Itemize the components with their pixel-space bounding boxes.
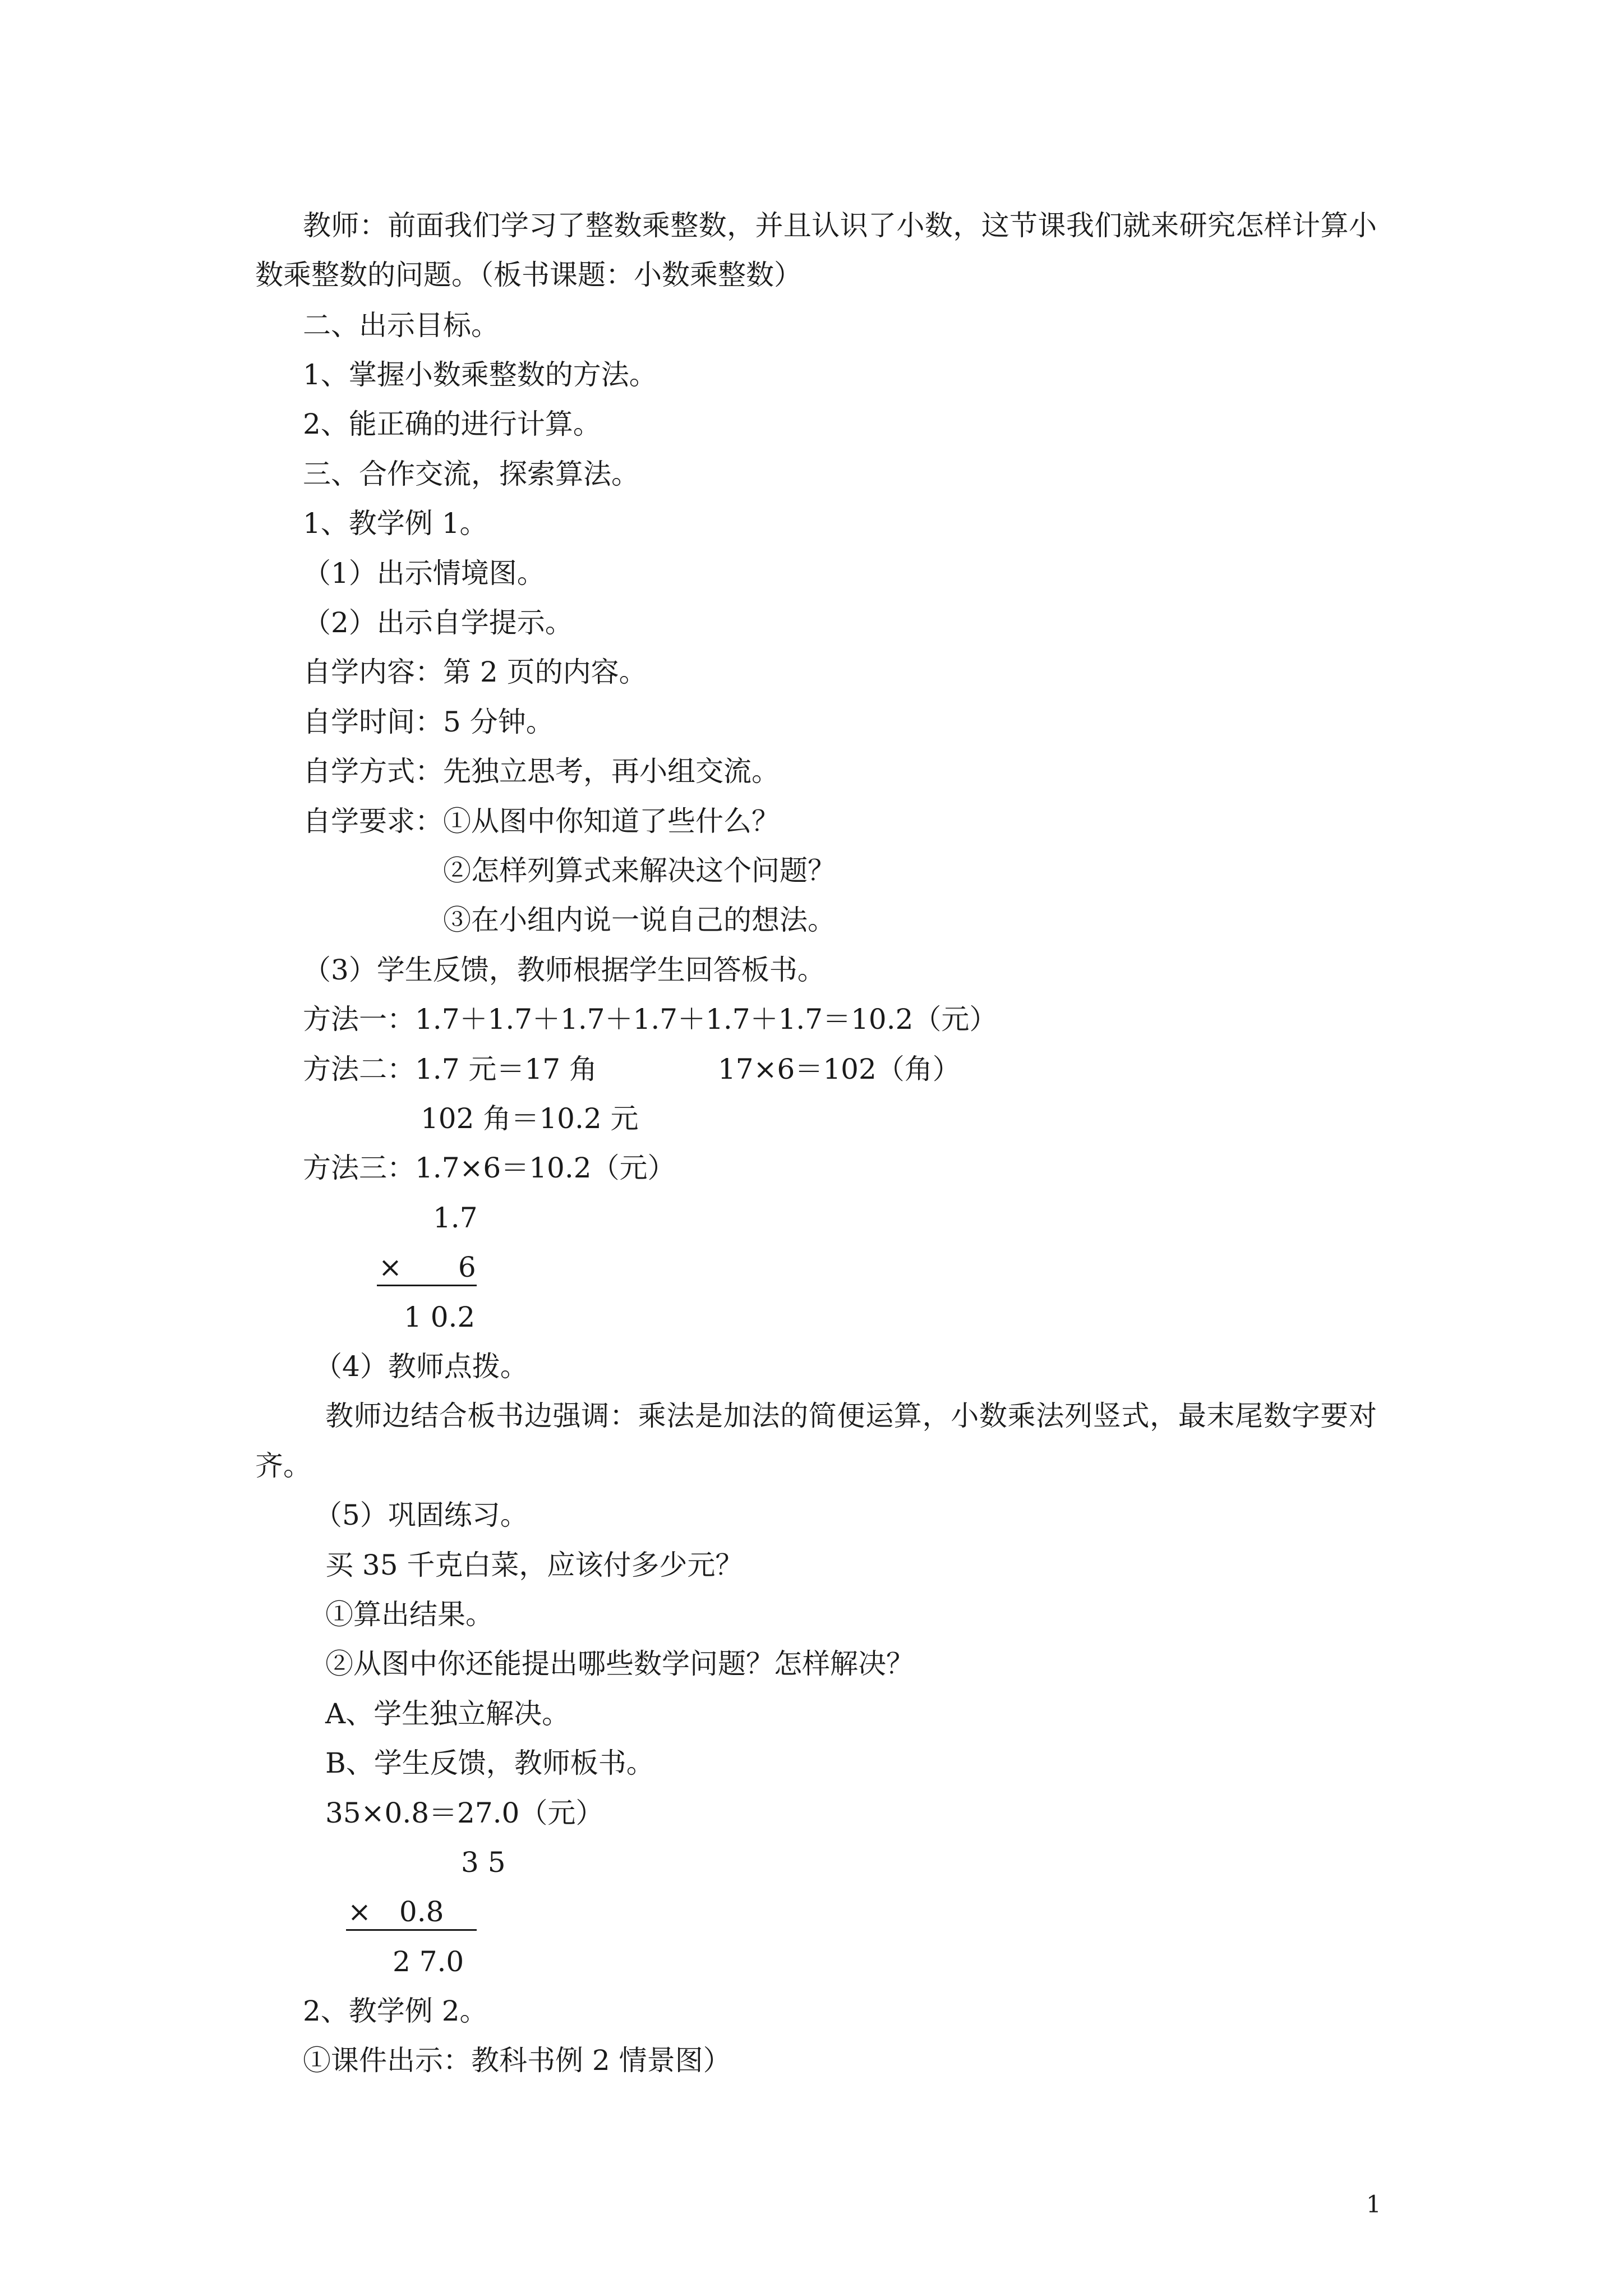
- emphasis-line-2: 齐。: [255, 1450, 311, 1482]
- section-heading-2: 二、出示目标。: [303, 309, 499, 342]
- intro-line-1: 教师：前面我们学习了整数乘整数，并且认识了小数，这节课我们就来研究怎样计算小: [303, 209, 1377, 242]
- vertical-calc-2-result: 2 7.0: [393, 1945, 464, 1978]
- self-study-content: 自学内容：第 2 页的内容。: [303, 656, 647, 688]
- practice-task-1: ①算出结果。: [325, 1598, 494, 1631]
- step-3: （3）学生反馈，教师根据学生回答板书。: [303, 954, 826, 986]
- practice-step-a: A、学生独立解决。: [325, 1697, 570, 1730]
- section-heading-3: 三、合作交流，探索算法。: [303, 458, 639, 490]
- example-1-heading: 1、教学例 1。: [303, 507, 488, 540]
- method-3: 方法三：1.7×6＝10.2（元）: [303, 1152, 676, 1184]
- vertical-calc-1-multiplier: × 6: [379, 1251, 476, 1283]
- method-2-part-c: 102 角＝10.2 元: [421, 1102, 639, 1135]
- step-1: （1）出示情境图。: [303, 557, 545, 590]
- method-1: 方法一：1.7＋1.7＋1.7＋1.7＋1.7＋1.7＝10.2（元）: [303, 1003, 998, 1036]
- vertical-calc-1-rule: [377, 1285, 477, 1286]
- vertical-calc-1-result: 1 0.2: [404, 1301, 476, 1333]
- practice-task-2: ②从图中你还能提出哪些数学问题？怎样解决？: [325, 1648, 914, 1680]
- self-study-way: 自学方式：先独立思考，再小组交流。: [303, 755, 780, 788]
- self-study-requirement-3: ③在小组内说一说自己的想法。: [443, 904, 836, 936]
- vertical-calc-1-top: 1.7: [433, 1202, 478, 1234]
- self-study-requirement-1: 自学要求：①从图中你知道了些什么？: [303, 805, 780, 838]
- vertical-calc-2-top: 3 5: [461, 1846, 506, 1879]
- example-2-heading: 2、教学例 2。: [303, 1995, 488, 2027]
- self-study-requirement-2: ②怎样列算式来解决这个问题？: [443, 854, 836, 887]
- method-2-part-b: 17×6＝102（角）: [718, 1053, 961, 1085]
- self-study-time: 自学时间：5 分钟。: [303, 706, 554, 738]
- goal-1: 1、掌握小数乘整数的方法。: [303, 358, 657, 391]
- practice-equation: 35×0.8＝27.0（元）: [325, 1797, 604, 1829]
- step-4: （4）教师点拨。: [314, 1350, 528, 1383]
- page-number: 1: [1366, 2191, 1381, 2218]
- emphasis-line-1: 教师边结合板书边强调：乘法是加法的简便运算，小数乘法列竖式，最末尾数字要对: [325, 1400, 1377, 1432]
- step-5: （5）巩固练习。: [314, 1499, 528, 1531]
- intro-line-2: 数乘整数的问题。（板书课题：小数乘整数）: [255, 259, 802, 291]
- practice-question: 买 35 千克白菜，应该付多少元？: [325, 1549, 744, 1581]
- practice-step-b: B、学生反馈，教师板书。: [325, 1747, 654, 1779]
- courseware-line: ①课件出示：教科书例 2 情景图）: [303, 2044, 731, 2077]
- method-2-part-a: 方法二：1.7 元＝17 角: [303, 1053, 597, 1085]
- vertical-calc-2-rule: [346, 1929, 477, 1931]
- goal-2: 2、能正确的进行计算。: [303, 408, 601, 440]
- vertical-calc-2-multiplier: × 0.8: [348, 1895, 444, 1928]
- step-2: （2）出示自学提示。: [303, 606, 573, 639]
